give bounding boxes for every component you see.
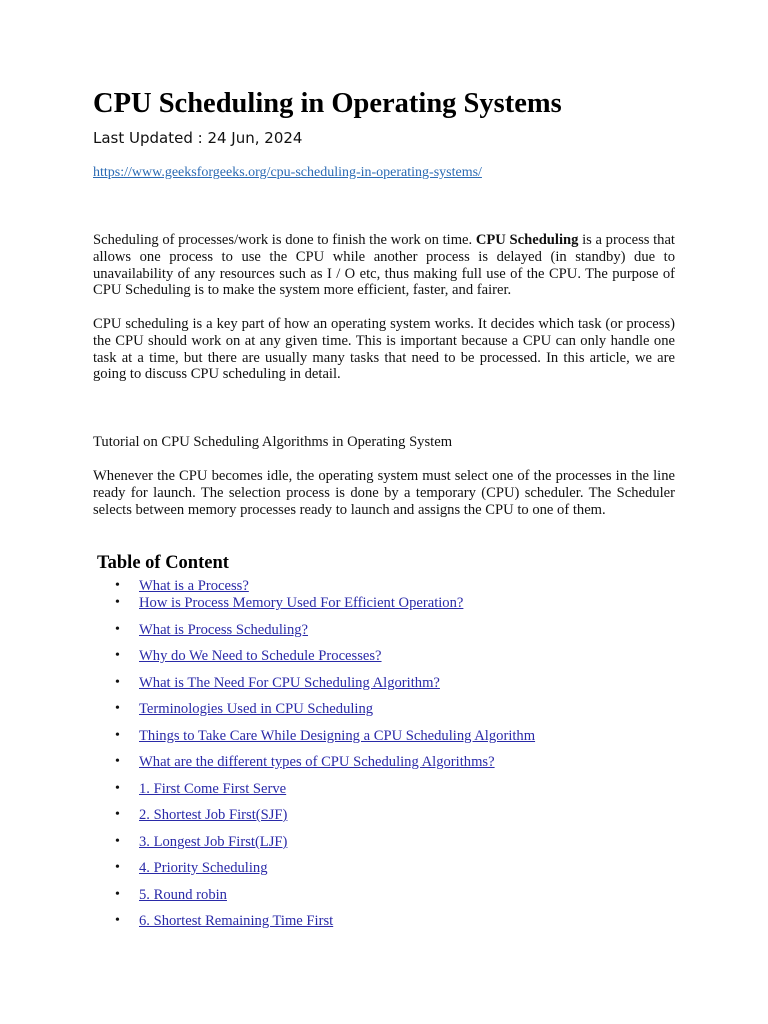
toc-link[interactable]: What are the different types of CPU Scheduling Algorithms? bbox=[139, 754, 495, 770]
table-of-content-heading: Table of Content bbox=[97, 553, 229, 573]
bullet-icon: • bbox=[115, 578, 120, 593]
toc-link[interactable]: 1. First Come First Serve bbox=[139, 781, 287, 797]
toc-link[interactable]: Why do We Need to Schedule Processes? bbox=[139, 648, 382, 664]
bullet-icon: • bbox=[115, 781, 120, 796]
intro-bold-term: CPU Scheduling bbox=[475, 232, 579, 248]
overview-paragraph: CPU scheduling is a key part of how an operating system works. It decides which task (or process) the CPU should work on at any given time. This is important because a CPU can only handle one task at a time, but there are usually many tasks that need to be processed. In this article, we are going to discuss CPU scheduling in detail. bbox=[93, 316, 675, 383]
toc-link[interactable]: 6. Shortest Remaining Time First bbox=[139, 913, 334, 929]
bullet-icon: • bbox=[115, 913, 120, 928]
toc-link[interactable]: Terminologies Used in CPU Scheduling bbox=[139, 701, 374, 717]
toc-link[interactable]: 2. Shortest Job First(SJF) bbox=[139, 807, 288, 823]
toc-link[interactable]: What is a Process? bbox=[139, 578, 249, 594]
bullet-icon: • bbox=[115, 834, 120, 849]
intro-text-before: Scheduling of processes/work is done to finish the work on time. bbox=[93, 232, 476, 248]
bullet-icon: • bbox=[115, 675, 120, 690]
intro-text-after: is a process that allows one process to use the CPU while another process is delayed (in standby) due to unavailability of any resources such as I / O etc, thus making full use of the CPU. The purpose of CPU Scheduling is to make the system more efficient, faster, and fairer. bbox=[93, 232, 675, 299]
scheduler-paragraph: Whenever the CPU becomes idle, the operating system must select one of the processes in the line ready for launch. The selection process is done by a temporary (CPU) scheduler. The Scheduler selects between memory processes ready to launch and assigns the CPU to one of them. bbox=[93, 468, 675, 518]
toc-link[interactable]: 3. Longest Job First(LJF) bbox=[139, 834, 288, 850]
bullet-icon: • bbox=[115, 622, 120, 637]
bullet-icon: • bbox=[115, 887, 120, 902]
toc-link[interactable]: 4. Priority Scheduling bbox=[139, 860, 268, 876]
bullet-icon: • bbox=[115, 595, 120, 610]
tutorial-reference-text: Tutorial on CPU Scheduling Algorithms in Operating System bbox=[93, 434, 453, 450]
intro-paragraph bbox=[93, 232, 675, 299]
toc-link[interactable]: Things to Take Care While Designing a CPU Scheduling Algorithm bbox=[139, 728, 536, 744]
toc-link[interactable]: How is Process Memory Used For Efficient Operation? bbox=[139, 595, 464, 611]
toc-link[interactable]: What is Process Scheduling? bbox=[139, 622, 309, 638]
bullet-icon: • bbox=[115, 807, 120, 822]
bullet-icon: • bbox=[115, 648, 120, 663]
source-url-link[interactable]: https://www.geeksforgeeks.org/cpu-scheduling-in-operating-systems/ bbox=[93, 165, 482, 180]
bullet-icon: • bbox=[115, 728, 120, 743]
bullet-icon: • bbox=[115, 860, 120, 875]
last-updated-date: Last Updated : 24 Jun, 2024 bbox=[93, 129, 303, 147]
bullet-icon: • bbox=[115, 754, 120, 769]
bullet-icon: • bbox=[115, 701, 120, 716]
toc-link[interactable]: 5. Round robin bbox=[139, 887, 227, 903]
page-title: CPU Scheduling in Operating Systems bbox=[93, 88, 562, 119]
toc-link[interactable]: What is The Need For CPU Scheduling Algorithm? bbox=[139, 675, 440, 691]
